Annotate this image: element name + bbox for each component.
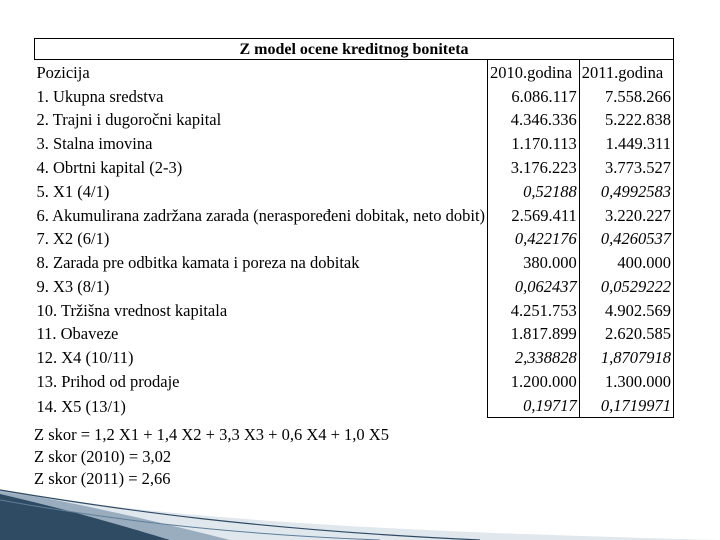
row-label: 3. Stalna imovina xyxy=(36,134,153,154)
table-row xyxy=(35,84,674,108)
value-2011: 1.449.311 xyxy=(579,131,673,155)
value-2010: 0,52188 xyxy=(488,179,580,203)
value-2011: 3.220.227 xyxy=(579,203,673,227)
value-2010: 1.817.899 xyxy=(488,322,580,346)
table-row xyxy=(35,393,674,418)
column-header-2011: 2011.godina xyxy=(579,60,673,84)
value-2011: 0,4260537 xyxy=(579,227,673,251)
table-row xyxy=(35,345,674,369)
value-2011: 7.558.266 xyxy=(579,84,673,108)
value-2010: 0,19717 xyxy=(488,393,580,418)
value-2010: 380.000 xyxy=(488,250,580,274)
value-2011: 4.902.569 xyxy=(579,298,673,322)
value-2011: 3.773.527 xyxy=(579,155,673,179)
row-label: 5. X1 (4/1) xyxy=(36,181,110,201)
row-label: 8. Zarada pre odbitka kamata i poreza na dobitak xyxy=(36,253,360,273)
row-label: 4. Obrtni kapital (2-3) xyxy=(36,157,183,177)
row-label: 11. Obaveze xyxy=(36,324,119,344)
table-row xyxy=(35,250,674,274)
value-2011: 0,4992583 xyxy=(579,179,673,203)
table-row xyxy=(35,108,674,132)
table-header-row xyxy=(35,60,674,84)
z-score-2010-line: Z skor (2010) = 3,02 xyxy=(34,447,172,466)
row-label: 7. X2 (6/1) xyxy=(36,229,110,249)
row-label: 9. X3 (8/1) xyxy=(36,276,110,296)
z-score-formula xyxy=(34,424,389,490)
table-title: Z model ocene kreditnog boniteta xyxy=(35,39,674,60)
value-2010: 4.346.336 xyxy=(488,108,580,132)
row-label: 1. Ukupna sredstva xyxy=(36,86,164,106)
row-label: 14. X5 (13/1) xyxy=(36,396,126,416)
column-header-2010: 2010.godina xyxy=(488,60,580,84)
value-2011: 1.300.000 xyxy=(579,369,673,393)
value-2011: 5.222.838 xyxy=(579,108,673,132)
row-label: 13. Prihod od prodaje xyxy=(36,371,180,391)
value-2011: 400.000 xyxy=(579,250,673,274)
column-header-position: Pozicija xyxy=(36,62,90,82)
credit-rating-table xyxy=(34,38,674,418)
row-label: 10. Tržišna vrednost kapitala xyxy=(36,300,228,320)
value-2010: 4.251.753 xyxy=(488,298,580,322)
value-2010: 3.176.223 xyxy=(488,155,580,179)
value-2010: 1.200.000 xyxy=(488,369,580,393)
z-score-2011-line: Z skor (2011) = 2,66 xyxy=(34,469,171,488)
value-2011: 1,8707918 xyxy=(579,345,673,369)
value-2011: 0,0529222 xyxy=(579,274,673,298)
row-label: 12. X4 (10/11) xyxy=(36,348,134,368)
table-row xyxy=(35,322,674,346)
row-label: 6. Akumulirana zadržana zarada (neraspoređeni dobitak, neto dobit) xyxy=(36,205,486,225)
table-row xyxy=(35,274,674,298)
z-score-formula-line: Z skor = 1,2 X1 + 1,4 X2 + 3,3 X3 + 0,6 X4 + 1,0 X5 xyxy=(34,425,389,444)
row-label: 2. Trajni i dugoročni kapital xyxy=(36,110,222,130)
value-2010: 2.569.411 xyxy=(488,203,580,227)
table-row xyxy=(35,298,674,322)
value-2010: 0,062437 xyxy=(488,274,580,298)
value-2010: 1.170.113 xyxy=(488,131,580,155)
table-row xyxy=(35,227,674,251)
table-row xyxy=(35,203,674,227)
table-row xyxy=(35,155,674,179)
table-row xyxy=(35,179,674,203)
value-2011: 2.620.585 xyxy=(579,322,673,346)
table-row xyxy=(35,131,674,155)
value-2010: 0,422176 xyxy=(488,227,580,251)
value-2010: 6.086.117 xyxy=(488,84,580,108)
value-2011: 0,1719971 xyxy=(579,393,673,418)
value-2010: 2,338828 xyxy=(488,345,580,369)
table-title-row xyxy=(35,39,674,60)
table-row xyxy=(35,369,674,393)
